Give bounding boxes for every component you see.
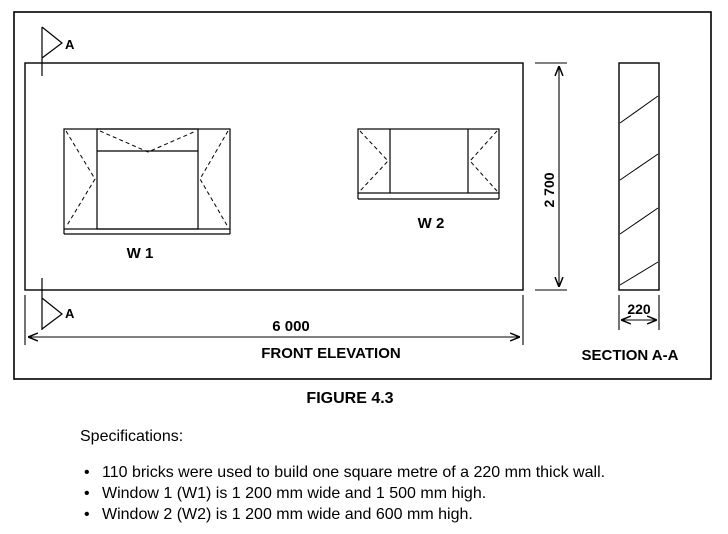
figure-border xyxy=(14,12,711,379)
section-marker-top xyxy=(42,27,62,76)
specification-item: • 110 bricks were used to build one square metre of a 220 mm thick wall. xyxy=(80,462,605,483)
specification-item: • Window 2 (W2) is 1 200 mm wide and 600 mm high. xyxy=(80,504,605,525)
section-marker-bottom-label: A xyxy=(65,306,75,321)
wall-elevation xyxy=(25,63,523,290)
section-marker-bottom xyxy=(42,278,62,330)
window-2-label: W 2 xyxy=(417,215,445,232)
section-title: SECTION A-A xyxy=(581,347,679,364)
width-dimension-label: 6 000 xyxy=(272,318,310,335)
specification-item: • Window 1 (W1) is 1 200 mm wide and 1 500 mm high. xyxy=(80,483,605,504)
figure-caption: FIGURE 4.3 xyxy=(306,390,394,407)
window-1 xyxy=(64,129,230,234)
specifications-title: Specifications: xyxy=(80,428,184,445)
height-dimension-label: 2 700 xyxy=(541,172,557,208)
wall-section xyxy=(619,63,659,290)
section-marker-top-label: A xyxy=(65,37,75,52)
window-1-label: W 1 xyxy=(126,245,154,262)
section-thickness-label: 220 xyxy=(627,301,651,317)
window-2 xyxy=(358,129,499,199)
front-elevation-title: FRONT ELEVATION xyxy=(261,345,401,362)
specifications-list xyxy=(80,462,605,525)
